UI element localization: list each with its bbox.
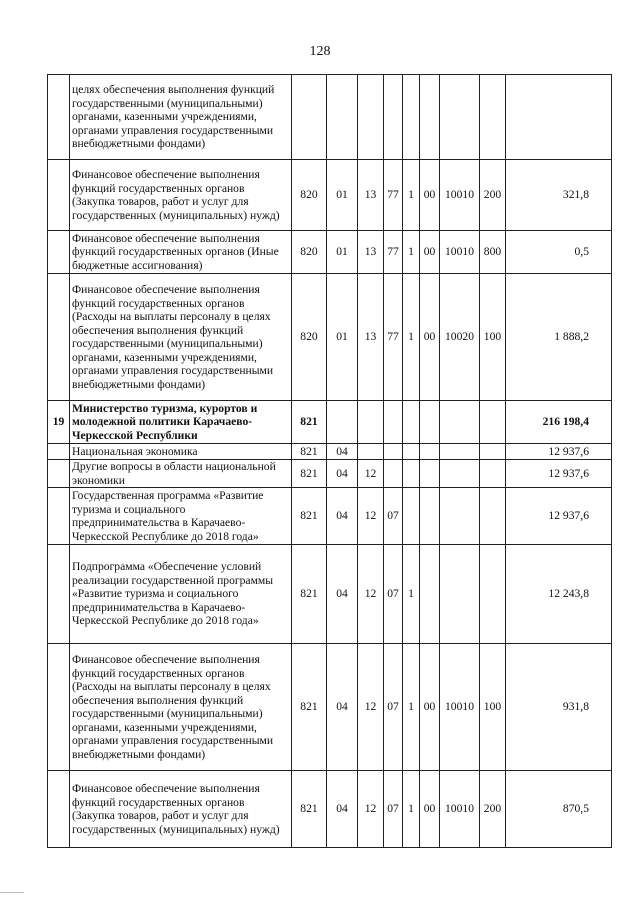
- expense-type-code-cell: [480, 488, 506, 545]
- department-code-cell: 821: [292, 444, 327, 460]
- amount-cell: 1 888,2: [506, 274, 612, 401]
- subsection-code-cell: 12: [358, 460, 384, 488]
- row-number-cell: [48, 771, 70, 848]
- amount-cell: 12 937,6: [506, 488, 612, 545]
- activity-code-cell: 00: [420, 160, 440, 231]
- item-name-cell: Финансовое обеспечение выполнения функций государственных органов (Иные бюджетные ассигнования): [70, 231, 292, 274]
- expense-type-code-cell: [480, 460, 506, 488]
- department-code-cell: 821: [292, 545, 327, 644]
- section-code-cell: 04: [327, 444, 358, 460]
- page-corner-mark: [0, 892, 24, 905]
- subprogram-code-cell: 1: [403, 545, 420, 644]
- department-code-cell: 821: [292, 401, 327, 444]
- item-name-cell: Подпрограмма «Обеспечение условий реализации государственной программы «Развитие туризма и социального предпринимательства в Карачаево-Черкесской Республике до 2018 года»: [70, 545, 292, 644]
- program-code-cell: 07: [384, 771, 403, 848]
- amount-cell: 12 937,6: [506, 460, 612, 488]
- direction-code-cell: 10010: [440, 644, 480, 771]
- subprogram-code-cell: 1: [403, 274, 420, 401]
- row-number-cell: [48, 460, 70, 488]
- subsection-code-cell: [358, 444, 384, 460]
- section-code-cell: 04: [327, 771, 358, 848]
- table-row: [48, 644, 612, 771]
- amount-cell: 0,5: [506, 231, 612, 274]
- amount-cell: 870,5: [506, 771, 612, 848]
- subsection-code-cell: 12: [358, 545, 384, 644]
- item-name-cell: Финансовое обеспечение выполнения функций государственных органов (Закупка товаров, работ и услуг для государственных (муниципальных) нужд): [70, 160, 292, 231]
- direction-code-cell: [440, 460, 480, 488]
- expense-type-code-cell: 200: [480, 160, 506, 231]
- activity-code-cell: 00: [420, 644, 440, 771]
- table-row: [48, 460, 612, 488]
- subprogram-code-cell: [403, 460, 420, 488]
- row-number-cell: [48, 274, 70, 401]
- section-code-cell: [327, 401, 358, 444]
- program-code-cell: [384, 460, 403, 488]
- amount-cell: 216 198,4: [506, 401, 612, 444]
- budget-table: [47, 74, 612, 848]
- department-code-cell: 821: [292, 771, 327, 848]
- expense-type-code-cell: 200: [480, 771, 506, 848]
- item-name-cell: Другие вопросы в области национальной экономики: [70, 460, 292, 488]
- amount-cell: [506, 75, 612, 160]
- section-code-cell: 04: [327, 460, 358, 488]
- subsection-code-cell: 13: [358, 160, 384, 231]
- subprogram-code-cell: 1: [403, 644, 420, 771]
- row-number-cell: [48, 644, 70, 771]
- program-code-cell: 77: [384, 160, 403, 231]
- subprogram-code-cell: 1: [403, 771, 420, 848]
- program-code-cell: [384, 444, 403, 460]
- expense-type-code-cell: [480, 545, 506, 644]
- subprogram-code-cell: [403, 401, 420, 444]
- row-number-cell: [48, 75, 70, 160]
- amount-cell: 321,8: [506, 160, 612, 231]
- table-row: [48, 160, 612, 231]
- program-code-cell: 07: [384, 545, 403, 644]
- subsection-code-cell: 12: [358, 488, 384, 545]
- department-code-cell: 820: [292, 231, 327, 274]
- subprogram-code-cell: [403, 75, 420, 160]
- amount-cell: 12 243,8: [506, 545, 612, 644]
- item-name-cell: Финансовое обеспечение выполнения функций государственных органов (Расходы на выплаты персоналу в целях обеспечения выполнения функций государственными (муниципальными) органами, казенными учреждениями, органами управления государственными внебюджетными фондами): [70, 644, 292, 771]
- activity-code-cell: [420, 460, 440, 488]
- program-code-cell: [384, 75, 403, 160]
- amount-cell: 931,8: [506, 644, 612, 771]
- program-code-cell: 07: [384, 488, 403, 545]
- department-code-cell: [292, 75, 327, 160]
- department-code-cell: 821: [292, 460, 327, 488]
- subsection-code-cell: [358, 401, 384, 444]
- direction-code-cell: 10010: [440, 160, 480, 231]
- program-code-cell: 77: [384, 274, 403, 401]
- expense-type-code-cell: 100: [480, 644, 506, 771]
- activity-code-cell: 00: [420, 771, 440, 848]
- row-number-cell: [48, 488, 70, 545]
- subsection-code-cell: 13: [358, 274, 384, 401]
- section-code-cell: 04: [327, 644, 358, 771]
- subsection-code-cell: [358, 75, 384, 160]
- section-code-cell: 04: [327, 545, 358, 644]
- subsection-code-cell: 12: [358, 771, 384, 848]
- item-name-cell: Министерство туризма, курортов и молодежной политики Карачаево-Черкесской Республики: [70, 401, 292, 444]
- section-code-cell: [327, 75, 358, 160]
- table-row: [48, 274, 612, 401]
- activity-code-cell: [420, 444, 440, 460]
- row-number-cell: [48, 444, 70, 460]
- subprogram-code-cell: [403, 488, 420, 545]
- table-body: [48, 75, 612, 848]
- item-name-cell: Государственная программа «Развитие туризма и социального предпринимательства в Карачаево-Черкесской Республике до 2018 года»: [70, 488, 292, 545]
- program-code-cell: [384, 401, 403, 444]
- direction-code-cell: 10010: [440, 771, 480, 848]
- section-code-cell: 01: [327, 274, 358, 401]
- table-row: [48, 545, 612, 644]
- row-number-cell: [48, 231, 70, 274]
- direction-code-cell: 10010: [440, 231, 480, 274]
- direction-code-cell: [440, 401, 480, 444]
- activity-code-cell: [420, 488, 440, 545]
- activity-code-cell: [420, 545, 440, 644]
- direction-code-cell: 10020: [440, 274, 480, 401]
- table-row: [48, 488, 612, 545]
- page-number: 128: [309, 44, 331, 59]
- program-code-cell: 77: [384, 231, 403, 274]
- table-row: [48, 75, 612, 160]
- section-code-cell: 01: [327, 160, 358, 231]
- subprogram-code-cell: [403, 444, 420, 460]
- row-number-cell: [48, 545, 70, 644]
- activity-code-cell: 00: [420, 274, 440, 401]
- table-row: [48, 444, 612, 460]
- item-name-cell: Национальная экономика: [70, 444, 292, 460]
- item-name-cell: Финансовое обеспечение выполнения функций государственных органов (Расходы на выплаты персоналу в целях обеспечения выполнения функций государственными (муниципальными) органами, казенными учреждениями, органами управления государственными внебюджетными фондами): [70, 274, 292, 401]
- subsection-code-cell: 13: [358, 231, 384, 274]
- item-name-cell: целях обеспечения выполнения функций государственными (муниципальными) органами, казенными учреждениями, органами управления государственными внебюджетными фондами): [70, 75, 292, 160]
- expense-type-code-cell: 800: [480, 231, 506, 274]
- subprogram-code-cell: 1: [403, 160, 420, 231]
- subsection-code-cell: 12: [358, 644, 384, 771]
- amount-cell: 12 937,6: [506, 444, 612, 460]
- expense-type-code-cell: [480, 401, 506, 444]
- expense-type-code-cell: [480, 444, 506, 460]
- subprogram-code-cell: 1: [403, 231, 420, 274]
- activity-code-cell: [420, 401, 440, 444]
- table-row: [48, 231, 612, 274]
- activity-code-cell: [420, 75, 440, 160]
- direction-code-cell: [440, 488, 480, 545]
- item-name-cell: Финансовое обеспечение выполнения функций государственных органов (Закупка товаров, работ и услуг для государственных (муниципальных) нужд): [70, 771, 292, 848]
- direction-code-cell: [440, 75, 480, 160]
- row-number-cell: [48, 160, 70, 231]
- section-code-cell: 01: [327, 231, 358, 274]
- program-code-cell: 07: [384, 644, 403, 771]
- department-code-cell: 820: [292, 160, 327, 231]
- activity-code-cell: 00: [420, 231, 440, 274]
- direction-code-cell: [440, 545, 480, 644]
- table-row: [48, 771, 612, 848]
- department-code-cell: 820: [292, 274, 327, 401]
- table-row: [48, 401, 612, 444]
- department-code-cell: 821: [292, 488, 327, 545]
- department-code-cell: 821: [292, 644, 327, 771]
- expense-type-code-cell: [480, 75, 506, 160]
- direction-code-cell: [440, 444, 480, 460]
- row-number-cell: 19: [48, 401, 70, 444]
- section-code-cell: 04: [327, 488, 358, 545]
- expense-type-code-cell: 100: [480, 274, 506, 401]
